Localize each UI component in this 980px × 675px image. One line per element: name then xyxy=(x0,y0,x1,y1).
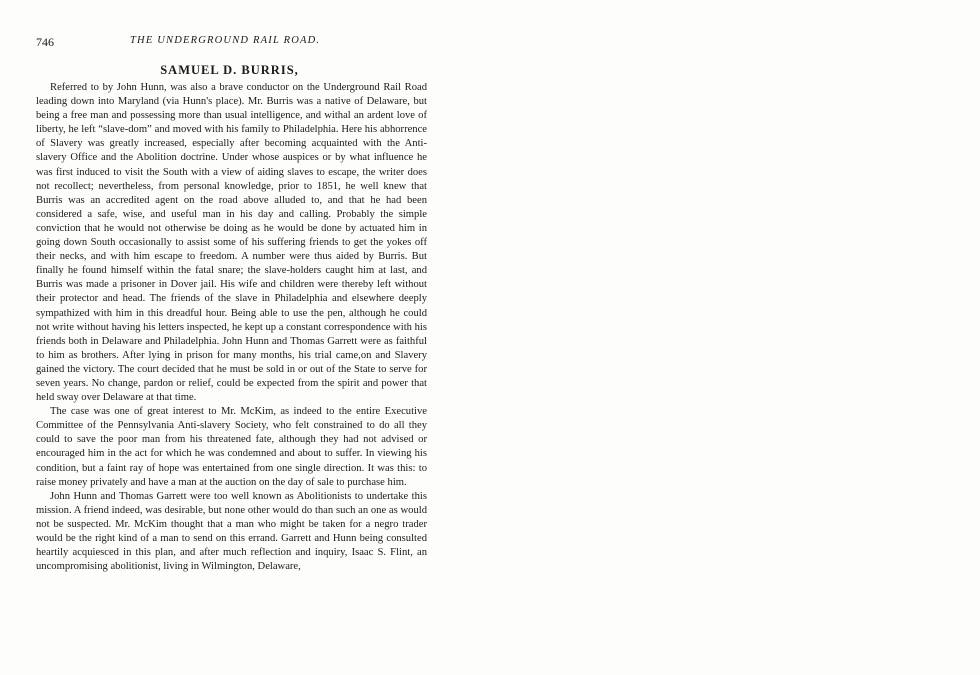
paragraph: John Hunn and Thomas Garrett were too well known as Abolitionists to undertake this mission. A friend indeed, was desirable, but none other would do than such an one as would not be suspected. Mr. McKim thought that a man who might be taken for a negro trader would be the right kind of a man to send on this errand. Garrett and Hunn being consulted heartily acquiesced in this plan, and after much reflection and inquiry, Isaac S. Flint, an uncompromising abolitionist, living in Wilmington, Delaware, xyxy=(36,490,427,573)
left-body-text xyxy=(36,81,427,574)
paragraph: The case was one of great interest to Mr. McKim, as indeed to the entire Executive Committee of the Pennsylvania Anti-slavery Society, who felt constrained to do all they could to save the poor man from his threatened fate, although they had not advised or encouraged him in the act for which he was condemned and about to suffer. In viewing his condition, but a faint ray of hope was entertained from one single direction. It was this: to raise money privately and have a man at the auction on the day of sale to purchase him. xyxy=(36,406,427,488)
right-page xyxy=(490,0,980,675)
paragraph: Referred to by John Hunn, was also a brave conductor on the Underground Rail Road leading down into Maryland (via Hunn's place). Mr. Burris was a native of Delaware, but being a free man and possessing more than usual intelligence, and withal an ardent love of liberty, he left “slave-dom” and moved with his family to Philadelphia. Here his abhorrence of Slavery was greatly increased, especially after becoming acquainted with the Anti-slavery Office and the Abolition doctrine. Under whose auspices or by what influence he was first induced to visit the South with a view of aiding slaves to escape, the writer does not recollect; nevertheless, from personal knowledge, prior to 1851, he well knew that Burris was an accredited agent on the road above alluded to, and that he had been considered a safe, wise, and useful man in his day and calling. Probably the simple conviction that he would not otherwise be doing as he would be done by actuated him in going down South occasionally to assist some of his suffering friends to get the yokes off their necks, and with him escape to freedom. A number were thus aided by Burris. But finally he found himself within the fatal snare; the slave-holders caught him at last, and Burris was made a prisoner in Dover jail. His wife and children were thereby left without their protector and head. The friends of the slave in Philadelphia and elsewhere deeply sympathized with him in this dreadful hour. Being able to use the pen, although he could not write without having his letters inspected, he kept up a constant correspondence with his friends both in Delaware and Philadelphia. John Hunn and Thomas Garrett were as faithful to him as brothers. After lying in prison for many months, his trial came,on and Slavery gained the victory. The court decided that he must be sold in or out of the State to serve for seven years. No change, pardon or relief, could be expected from the spirit and power that held sway over Delaware at that time. xyxy=(36,82,427,404)
left-running-head: THE UNDERGROUND RAIL ROAD. xyxy=(130,35,321,46)
chapter-title: SAMUEL D. BURRIS, xyxy=(160,63,299,77)
left-page-number: 746 xyxy=(36,35,54,49)
